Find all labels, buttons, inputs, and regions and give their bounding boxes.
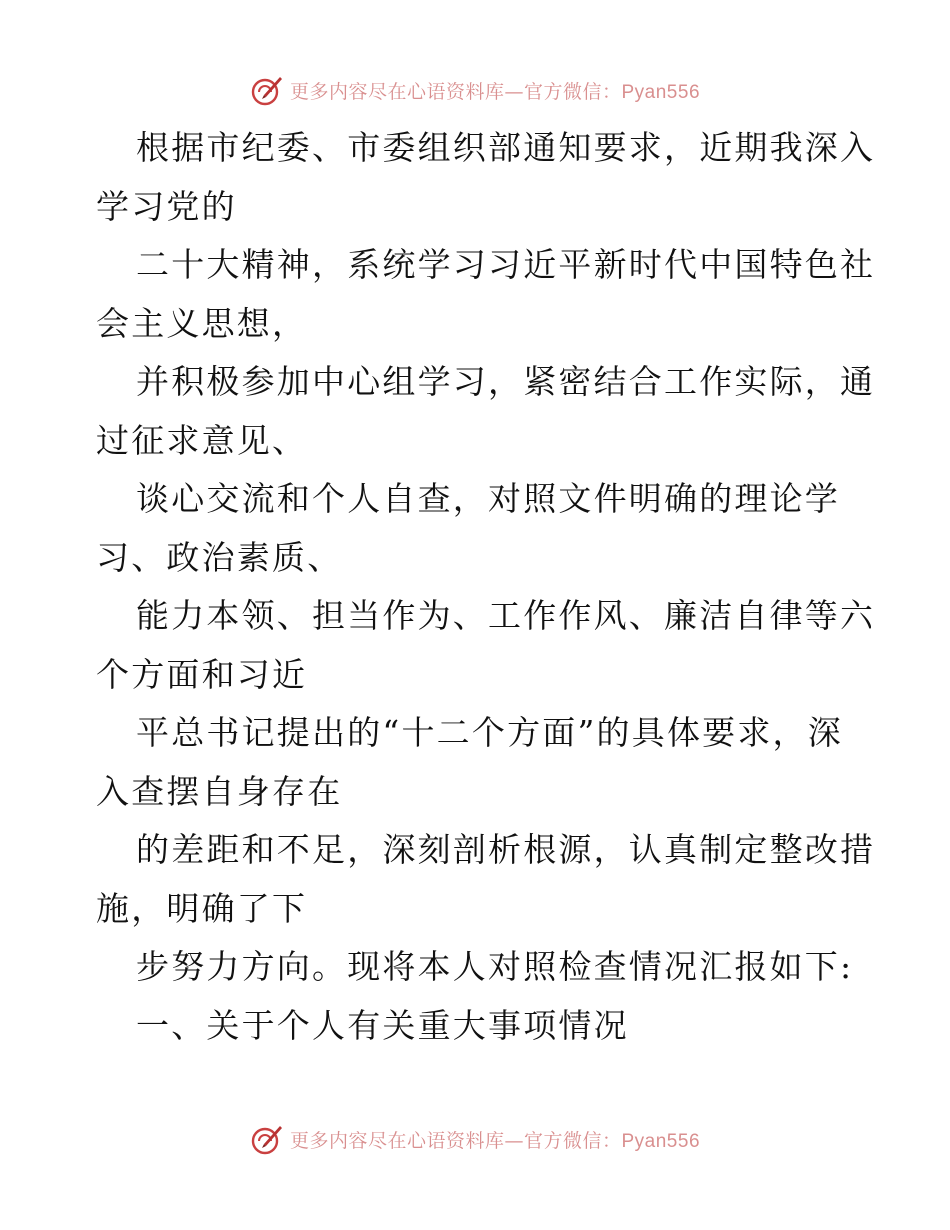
watermark-text [290, 77, 700, 104]
watermark-main: 更多内容尽在心语资料库 [289, 80, 505, 103]
body-line: 入查摆自身存在 [96, 771, 343, 811]
watermark-label: 官方微信： [523, 80, 622, 103]
pen-logo-icon [250, 73, 284, 107]
watermark-dash: — [504, 80, 524, 103]
body-line: 的差距和不足，深刻剖析根源，认真制定整改措 [136, 830, 876, 869]
watermark-text [290, 1126, 700, 1153]
body-line: 过征求意见、 [96, 420, 308, 460]
body-line: 平总书记提出的“十二个方面”的具体要求，深 [136, 713, 843, 752]
watermark-main: 更多内容尽在心语资料库 [289, 1129, 505, 1152]
body-line: 会主义思想， [96, 303, 308, 343]
body-line: 一、关于个人有关重大事项情况 [136, 1005, 629, 1045]
watermark-dash: — [504, 1129, 524, 1152]
body-line: 能力本领、担当作为、工作作风、廉洁自律等六 [136, 596, 876, 635]
body-line: 习、政治素质、 [96, 537, 343, 577]
body-line: 施，明确了下 [96, 888, 308, 928]
footer-watermark [0, 1119, 950, 1159]
watermark-inner [250, 1122, 700, 1156]
watermark-account: Pyan556 [621, 1130, 701, 1152]
watermark-account: Pyan556 [621, 81, 701, 103]
body-line: 学习党的 [96, 186, 237, 226]
body-line: 根据市纪委、市委组织部通知要求，近期我深入 [136, 128, 876, 167]
header-watermark [0, 70, 950, 110]
body-line: 并积极参加中心组学习，紧密结合工作实际，通 [136, 362, 876, 401]
body-line: 个方面和习近 [96, 654, 308, 694]
body-line: 二十大精神，系统学习习近平新时代中国特色社 [136, 245, 876, 284]
pen-logo-icon [250, 1122, 284, 1156]
watermark-inner [250, 73, 700, 107]
document-body [96, 119, 876, 1055]
watermark-label: 官方微信： [523, 1129, 622, 1152]
body-line: 谈心交流和个人自查，对照文件明确的理论学 [136, 479, 840, 518]
body-line: 步努力方向。现将本人对照检查情况汇报如下: [136, 947, 854, 986]
